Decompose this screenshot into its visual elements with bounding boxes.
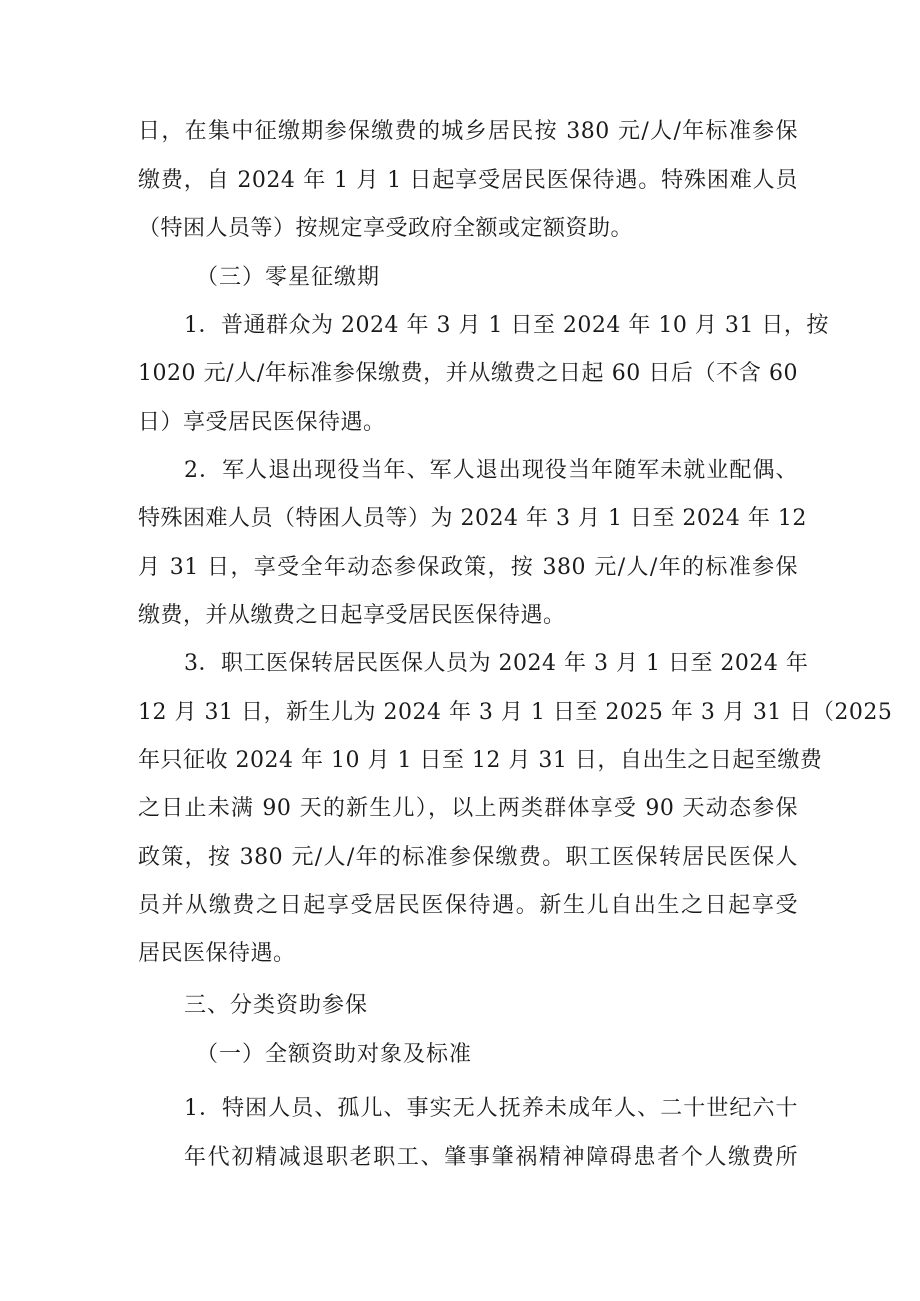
paragraph-line: 特殊困难人员（特困人员等）为 2024 年 3 月 1 日至 2024 年 12 <box>138 506 807 531</box>
paragraph-line: 员并从缴费之日起享受居民医保待遇。新生儿自出生之日起享受 <box>138 893 798 918</box>
paragraph-line: 3．职工医保转居民医保人员为 2024 年 3 月 1 日至 2024 年 <box>184 651 809 676</box>
paragraph-line: 日，在集中征缴期参保缴费的城乡居民按 380 元/人/年标准参保 <box>138 119 798 144</box>
paragraph-line: 缴费，自 2024 年 1 月 1 日起享受居民医保待遇。特殊困难人员 <box>138 168 798 193</box>
paragraph-line: 政策，按 380 元/人/年的标准参保缴费。职工医保转居民医保人 <box>138 845 798 870</box>
paragraph-line: 之日止未满 90 天的新生儿），以上两类群体享受 90 天动态参保 <box>138 796 798 821</box>
paragraph-line: 缴费，并从缴费之日起享受居民医保待遇。 <box>138 603 566 628</box>
paragraph-line: 2．军人退出现役当年、军人退出现役当年随军未就业配偶、 <box>184 458 798 483</box>
paragraph-line: 年只征收 2024 年 10 月 1 日至 12 月 31 日，自出生之日起至缴费 <box>138 748 823 773</box>
paragraph-line: 1．普通群众为 2024 年 3 月 1 日至 2024 年 10 月 31 日，按 <box>184 313 829 338</box>
paragraph-line: 1．特困人员、孤儿、事实无人抚养未成年人、二十世纪六十 <box>184 1096 798 1121</box>
section-heading-classified-subsidy: 三、分类资助参保 <box>184 993 369 1018</box>
paragraph-line: 年代初精减退职老职工、肇事肇祸精神障碍患者个人缴费所 <box>184 1145 798 1170</box>
subheading-full-subsidy: （一）全额资助对象及标准 <box>196 1042 473 1067</box>
paragraph-line: 12 月 31 日，新生儿为 2024 年 3 月 1 日至 2025 年 3 月 31 日（2025 <box>138 700 893 725</box>
paragraph-line: 1020 元/人/年标准参保缴费，并从缴费之日起 60 日后（不含 60 <box>138 361 798 386</box>
paragraph-line: 月 31 日，享受全年动态参保政策，按 380 元/人/年的标准参保 <box>138 555 798 580</box>
paragraph-line: 日）享受居民医保待遇。 <box>138 410 386 435</box>
paragraph-line: （特困人员等）按规定享受政府全额或定额资助。 <box>138 216 634 241</box>
subheading-sporadic-period: （三）零星征缴期 <box>196 265 381 290</box>
paragraph-line: 居民医保待遇。 <box>138 941 296 966</box>
